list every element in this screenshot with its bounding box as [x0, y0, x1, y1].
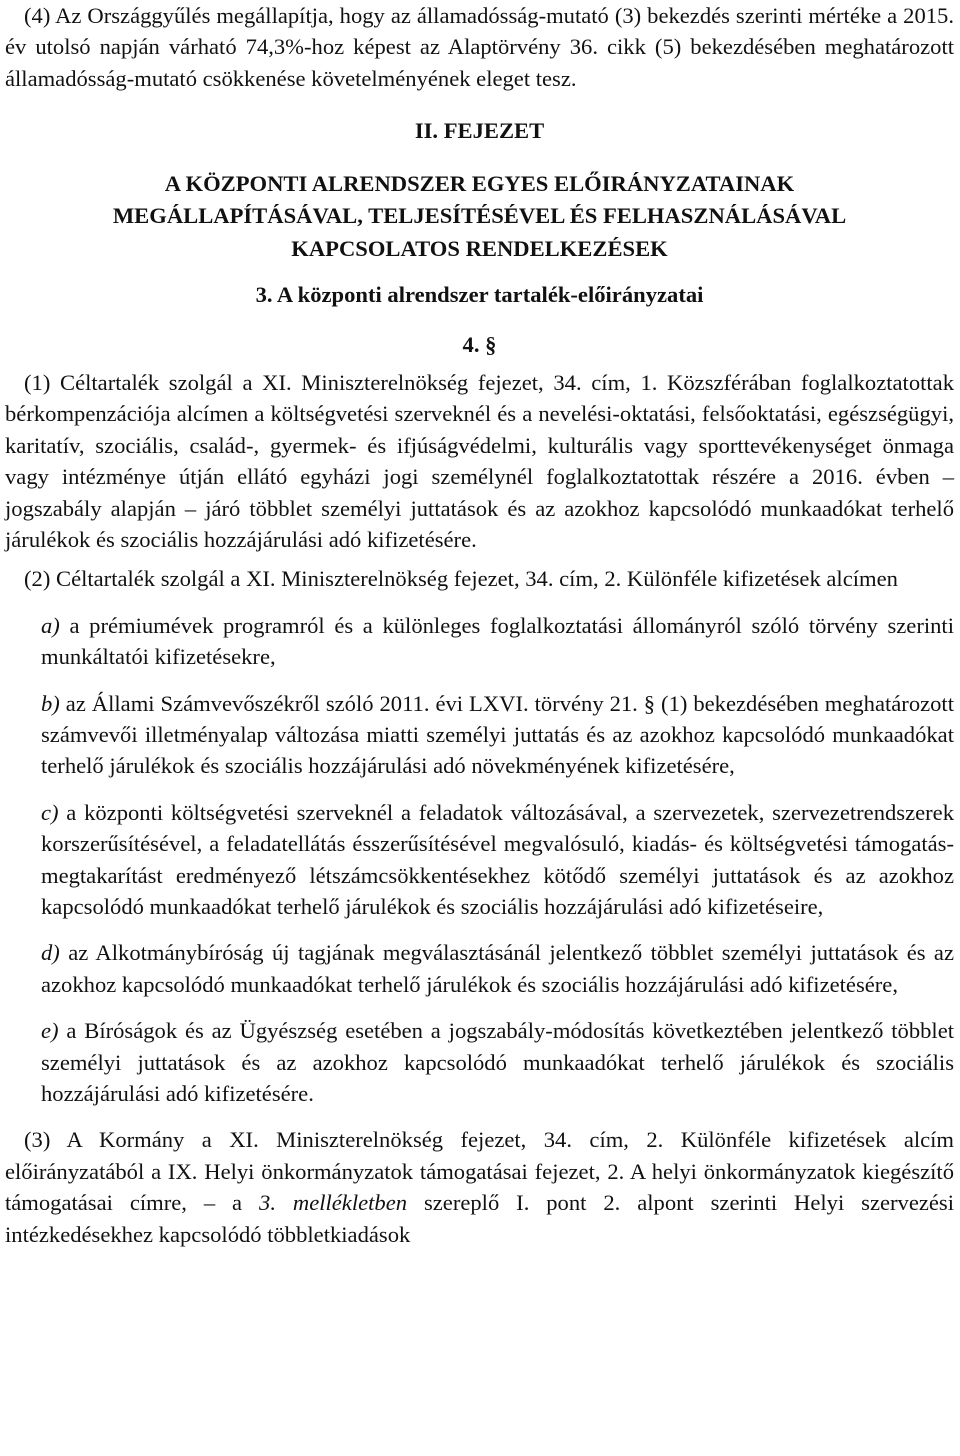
item-label-e: e)	[41, 1018, 59, 1044]
item-label-c: c)	[41, 799, 59, 825]
chapter-number: II. FEJEZET	[414, 118, 545, 144]
list-item-e	[41, 1015, 954, 1109]
paragraph-1: (1) Céltartalék szolgál a XI. Miniszterelnökség fejezet, 34. cím, 1. Közszférában foglalkoztatottak bérkompenzációja alcímen a költségvetési szerveknél és a nevelési-oktatási, felsőoktatási, egészségügyi, karitatív, szociális, család-, gyermek- és ifjúságvédelmi, kulturális vagy sporttevékenységet önmaga vagy intézménye útján ellátó egyházi jogi személynél foglalkoztatottak részére a 2016. évben – jogszabály alapján – járó többlet személyi juttatások és az azokhoz kapcsolódó munkaadókat terhelő járulékok és szociális hozzájárulási adó kifizetésére.	[5, 369, 954, 552]
paragraph-3-part-2: szereplő I. pont 2. alpont szerinti Helyi szervezési intézkedésekhez kapcsolódó többletkiadások	[5, 1190, 954, 1247]
item-text-a: a prémiumévek programról és a különleges foglalkoztatási állományról szóló törvény szerinti munkáltatói kifizetésekre,	[41, 612, 954, 670]
chapter-title	[5, 168, 954, 266]
item-label-a: a)	[41, 612, 60, 638]
paragraph-2: (2) Céltartalék szolgál a XI. Miniszterelnökség fejezet, 34. cím, 2. Különféle kifizetések alcímen	[24, 566, 898, 592]
section-number: 4. §	[462, 331, 497, 357]
paragraph-3-annex-reference: 3. mellékletben	[259, 1190, 408, 1216]
chapter-title-line-1: A KÖZPONTI ALRENDSZER EGYES ELŐIRÁNYZATAINAK	[164, 170, 795, 196]
item-text-e: a Bíróságok és az Ügyészség esetében a jogszabály-módosítás következtében jelentkező többlet személyi juttatások és az azokhoz kapcsolódó munkaadókat terhelő járulékok és szociális hozzájárulási adó kifizetésére.	[41, 1018, 954, 1107]
item-text-b: az Állami Számvevőszékről szóló 2011. évi LXVI. törvény 21. § (1) bekezdésében meghatározott számvevői illetményalap változása miatti személyi juttatás és az azokhoz kapcsolódó munkaadókat terhelő járulékok és szociális hozzájárulási adó növekményének kifizetésére,	[41, 690, 954, 779]
paragraph-4-continued: (4) Az Országgyűlés megállapítja, hogy az államadósság-mutató (3) bekezdés szerinti mértéke a 2015. év utolsó napján várható 74,3%-hoz képest az Alaptörvény 36. cikk (5) bekezdésében meghatározott államadósság-mutató csökkenése követelményének eleget tesz.	[5, 3, 954, 91]
chapter-title-line-3: KAPCSOLATOS RENDELKEZÉSEK	[291, 235, 668, 261]
list-item-d	[41, 937, 954, 1000]
item-text-d: az Alkotmánybíróság új tagjának megválasztásánál jelentkező többlet személyi juttatások és az azokhoz kapcsolódó munkaadókat terhelő járulékok és szociális hozzájárulási adó kifizetésére,	[41, 940, 954, 997]
chapter-title-line-2: MEGÁLLAPÍTÁSÁVAL, TELJESÍTÉSÉVEL ÉS FELHASZNÁLÁSÁVAL	[112, 203, 847, 229]
paragraph-3-part-1: (3) A Kormány a XI. Miniszterelnökség fejezet, 34. cím, 2. Különféle kifizetések alcím előirányzatából a IX. Helyi önkormányzatok támogatásai fejezet, 2. A helyi önkormányzatok kiegészítő támogatásai címre, – a	[5, 1127, 954, 1216]
item-label-b: b)	[41, 690, 60, 716]
item-text-c: a központi költségvetési szerveknél a feladatok változásával, a szervezetek, szervezetrendszerek korszerűsítésével, a feladatellátás ésszerűsítésével megvalósuló, kiadás- és költségvetési támogatás-megtakarítást eredményező létszámcsökkentésekhez kötődő személyi juttatások és az azokhoz kapcsolódó munkaadókat terhelő járulékok és szociális hozzájárulási adó kifizetéseire,	[41, 799, 954, 920]
item-label-d: d)	[41, 940, 60, 966]
section-title: 3. A központi alrendszer tartalék-előirányzatai	[255, 282, 704, 308]
paragraph-3	[5, 1124, 954, 1250]
list-item-a	[41, 610, 954, 673]
list-item-c	[41, 797, 954, 923]
list-item-b	[41, 688, 954, 782]
